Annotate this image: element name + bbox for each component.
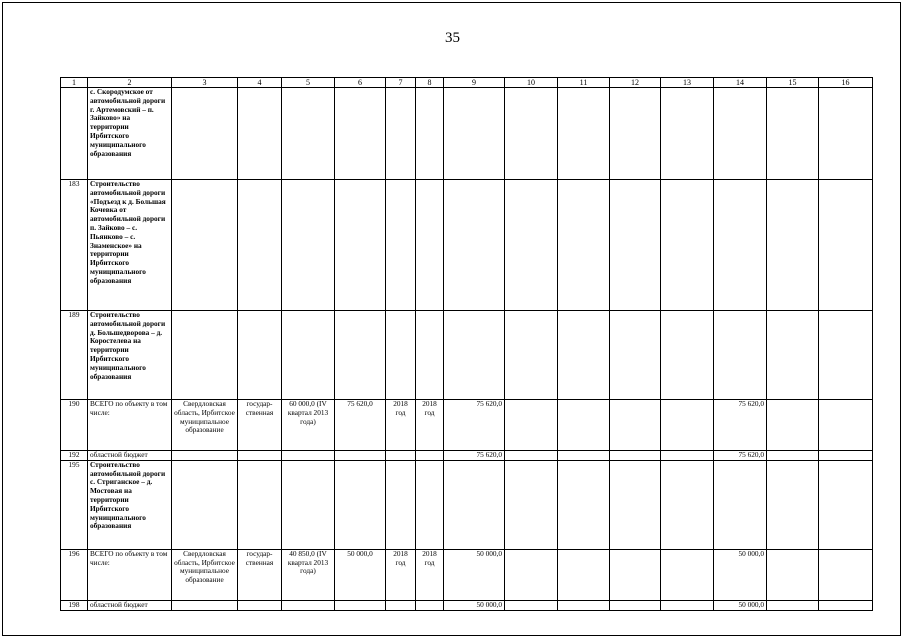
empty-cell (558, 88, 610, 180)
start-year-cell: 2018 год (386, 400, 416, 451)
end-year-cell (416, 311, 444, 400)
empty-cell (505, 400, 558, 451)
header-cell: 16 (819, 78, 873, 88)
empty-cell (505, 451, 558, 461)
empty-cell (505, 180, 558, 311)
empty-cell (558, 311, 610, 400)
empty-cell (610, 600, 661, 610)
empty-cell (558, 600, 610, 610)
header-cell: 6 (335, 78, 386, 88)
empty-cell (661, 88, 714, 180)
empty-cell (661, 549, 714, 600)
object-name: Строительство автомобильной дороги «Подъезд к д. Большая Кочевка от автомобильной дороги п. Зайково – с. Пьянково – с. Знаменское» на территории Ирбитского муниципального образования (88, 180, 172, 311)
start-year-cell (386, 180, 416, 311)
year-amount-cell: 50 000,0 (714, 600, 767, 610)
table-row (61, 460, 873, 549)
year-amount-cell: 75 620,0 (714, 400, 767, 451)
header-cell: 14 (714, 78, 767, 88)
empty-cell (767, 180, 819, 311)
table-row (61, 600, 873, 610)
end-year-cell: 2018 год (416, 549, 444, 600)
header-cell: 2 (88, 78, 172, 88)
year-amount-cell (714, 180, 767, 311)
estimated-cost-cell (282, 311, 335, 400)
data-table (60, 77, 873, 611)
table-row (61, 400, 873, 451)
empty-cell (767, 460, 819, 549)
cost-cell (335, 451, 386, 461)
object-name: Строительство автомобильной дороги с. Стриганское – д. Мостовая на территории Ирбитского муниципального образования (88, 460, 172, 549)
ownership-cell (238, 88, 282, 180)
location-cell (172, 311, 238, 400)
estimated-cost-cell: 40 850,0 (IV квартал 2013 года) (282, 549, 335, 600)
end-year-cell (416, 600, 444, 610)
location-cell (172, 600, 238, 610)
cost-cell (335, 311, 386, 400)
empty-cell (661, 600, 714, 610)
ownership-cell (238, 311, 282, 400)
row-number: 195 (61, 460, 88, 549)
row-number: 192 (61, 451, 88, 461)
empty-cell (767, 400, 819, 451)
empty-cell (610, 460, 661, 549)
object-name: ВСЕГО по объекту в том числе: (88, 400, 172, 451)
row-number: 183 (61, 180, 88, 311)
header-cell: 5 (282, 78, 335, 88)
row-number (61, 88, 88, 180)
empty-cell (767, 600, 819, 610)
cost-cell: 50 000,0 (335, 549, 386, 600)
row-number: 190 (61, 400, 88, 451)
empty-cell (819, 88, 873, 180)
header-cell: 15 (767, 78, 819, 88)
end-year-cell (416, 451, 444, 461)
empty-cell (505, 460, 558, 549)
year-amount-cell (714, 460, 767, 549)
total-cell: 75 620,0 (444, 451, 505, 461)
empty-cell (558, 400, 610, 451)
object-name: с. Скородумское от автомобильной дороги г. Артемовский – п. Зайково» на территории Ирбитского муниципального образования (88, 88, 172, 180)
cost-cell (335, 88, 386, 180)
year-amount-cell (714, 88, 767, 180)
empty-cell (610, 549, 661, 600)
end-year-cell (416, 180, 444, 311)
row-number: 196 (61, 549, 88, 600)
total-cell (444, 180, 505, 311)
empty-cell (819, 400, 873, 451)
empty-cell (558, 549, 610, 600)
header-cell: 12 (610, 78, 661, 88)
cost-cell (335, 460, 386, 549)
empty-cell (505, 600, 558, 610)
ownership-cell (238, 451, 282, 461)
empty-cell (610, 311, 661, 400)
total-cell: 50 000,0 (444, 600, 505, 610)
empty-cell (505, 88, 558, 180)
object-name: ВСЕГО по объекту в том числе: (88, 549, 172, 600)
empty-cell (767, 311, 819, 400)
total-cell (444, 311, 505, 400)
header-cell: 9 (444, 78, 505, 88)
header-cell: 13 (661, 78, 714, 88)
empty-cell (819, 311, 873, 400)
estimated-cost-cell (282, 451, 335, 461)
header-row (61, 78, 873, 88)
header-cell: 10 (505, 78, 558, 88)
table-row (61, 549, 873, 600)
row-number: 198 (61, 600, 88, 610)
year-amount-cell (714, 311, 767, 400)
empty-cell (505, 549, 558, 600)
empty-cell (819, 600, 873, 610)
object-name: областной бюджет (88, 451, 172, 461)
ownership-cell (238, 600, 282, 610)
header-cell: 3 (172, 78, 238, 88)
total-cell (444, 88, 505, 180)
object-name: областной бюджет (88, 600, 172, 610)
end-year-cell (416, 460, 444, 549)
total-cell: 75 620,0 (444, 400, 505, 451)
estimated-cost-cell: 60 000,0 (IV квартал 2013 года) (282, 400, 335, 451)
start-year-cell (386, 88, 416, 180)
empty-cell (767, 549, 819, 600)
start-year-cell (386, 311, 416, 400)
ownership-cell (238, 460, 282, 549)
header-cell: 4 (238, 78, 282, 88)
start-year-cell (386, 451, 416, 461)
ownership-cell: государ-ственная (238, 549, 282, 600)
page-number: 35 (445, 30, 460, 46)
estimated-cost-cell (282, 180, 335, 311)
table-row (61, 88, 873, 180)
estimated-cost-cell (282, 88, 335, 180)
row-number: 189 (61, 311, 88, 400)
empty-cell (661, 400, 714, 451)
empty-cell (661, 180, 714, 311)
table-row (61, 451, 873, 461)
cost-cell (335, 600, 386, 610)
empty-cell (767, 451, 819, 461)
table-row (61, 311, 873, 400)
start-year-cell (386, 460, 416, 549)
empty-cell (661, 460, 714, 549)
ownership-cell: государ-ственная (238, 400, 282, 451)
location-cell (172, 88, 238, 180)
start-year-cell: 2018 год (386, 549, 416, 600)
ownership-cell (238, 180, 282, 311)
header-cell: 8 (416, 78, 444, 88)
empty-cell (610, 88, 661, 180)
location-cell: Свердловская область, Ирбитское муниципальное образование (172, 549, 238, 600)
header-cell: 11 (558, 78, 610, 88)
empty-cell (819, 180, 873, 311)
empty-cell (610, 451, 661, 461)
estimated-cost-cell (282, 460, 335, 549)
location-cell (172, 180, 238, 311)
cost-cell: 75 620,0 (335, 400, 386, 451)
estimated-cost-cell (282, 600, 335, 610)
year-amount-cell: 75 620,0 (714, 451, 767, 461)
location-cell (172, 451, 238, 461)
header-cell: 1 (61, 78, 88, 88)
empty-cell (558, 180, 610, 311)
empty-cell (819, 549, 873, 600)
empty-cell (610, 400, 661, 451)
empty-cell (505, 311, 558, 400)
empty-cell (610, 180, 661, 311)
header-cell: 7 (386, 78, 416, 88)
empty-cell (767, 88, 819, 180)
cost-cell (335, 180, 386, 311)
start-year-cell (386, 600, 416, 610)
location-cell (172, 460, 238, 549)
empty-cell (819, 460, 873, 549)
end-year-cell (416, 88, 444, 180)
empty-cell (558, 460, 610, 549)
location-cell: Свердловская область, Ирбитское муниципальное образование (172, 400, 238, 451)
empty-cell (661, 311, 714, 400)
table-row (61, 180, 873, 311)
empty-cell (558, 451, 610, 461)
year-amount-cell: 50 000,0 (714, 549, 767, 600)
object-name: Строительство автомобильной дороги д. Большедворова – д. Коростелева на территории Ирбитского муниципального образования (88, 311, 172, 400)
total-cell: 50 000,0 (444, 549, 505, 600)
empty-cell (819, 451, 873, 461)
total-cell (444, 460, 505, 549)
empty-cell (661, 451, 714, 461)
end-year-cell: 2018 год (416, 400, 444, 451)
